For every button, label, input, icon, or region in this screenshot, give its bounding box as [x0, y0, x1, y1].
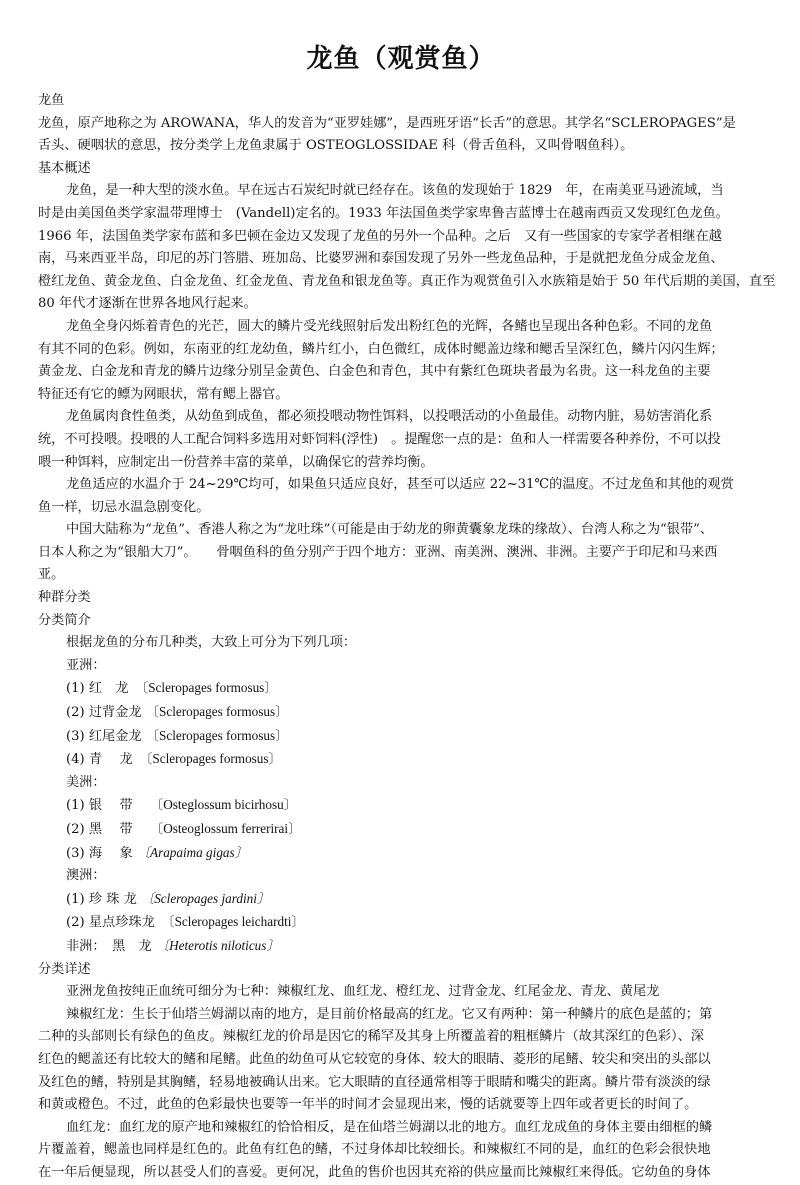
- paragraph-line: 亚。: [38, 567, 65, 583]
- region-name: 非洲： 黑 龙: [66, 938, 156, 954]
- region-label: [38, 865, 764, 888]
- region-label: [38, 935, 764, 959]
- paragraph-line: 黄金龙、白金龙和青龙的鳞片边缘分别呈金黄色、白金色和青色，其中有紫红色斑块者最为名贵。这一科龙鱼的主要: [38, 364, 711, 380]
- paragraph-line: 龙鱼适应的水温介于 24~29℃均可，如果鱼只适应良好，甚至可以适应 22~31℃的温度。不过龙鱼和其他的观赏: [66, 477, 734, 493]
- species-chinese-name: (1) 珍 珠 龙: [66, 891, 142, 907]
- species-chinese-name: (2) 黑 带: [66, 822, 151, 837]
- overview-body: [38, 180, 776, 587]
- intro-line: 龙鱼，原产地称之为 AROWANA，华人的发音为“亚罗娃娜”，是西班牙语“长舌”的意思。其学名“SCLEROPAGES”是: [38, 115, 736, 131]
- paragraph-line: 红色的鳃盖还有比较大的鳍和尾鳍。此鱼的幼鱼可从它较宽的身体、较大的眼睛、菱形的尾鳍、较尖和突出的头部以: [38, 1051, 711, 1067]
- species-item: [38, 818, 764, 842]
- species-latin-name: 〔Osteoglossum ferrerirai〕: [150, 821, 302, 836]
- species-item: [38, 677, 764, 701]
- species-latin-name: 〔Scleropages formosus〕: [145, 727, 289, 743]
- species-latin-name: 〔Osteglossum bicirhosu〕: [150, 797, 297, 813]
- paragraph-line: 1966 年，法国鱼类学家布蓝和多巴顿在金边又发现了龙鱼的另外一个品种。之后 又有一些国家的专家学者相继在越: [38, 228, 722, 244]
- overview-paragraph: [38, 474, 764, 519]
- intro-paragraph: [38, 113, 764, 158]
- overview-section: [38, 158, 776, 587]
- species-latin-name: 〔Scleropages formosus〕: [145, 751, 282, 767]
- paragraph-line: 南，马来西亚半岛，印尼的苏门答腊、班加岛、比婆罗洲和泰国发现了另外一些龙鱼品种，于是就把龙鱼分成金龙鱼、: [38, 251, 724, 267]
- paragraph-line: 亚洲龙鱼按纯正血统可细分为七种：辣椒红龙、血红龙、橙红龙、过背金龙、红尾金龙、青龙、黄尾龙: [66, 984, 660, 1000]
- species-item: [38, 725, 764, 749]
- species-chinese-name: (1) 红 龙: [66, 681, 142, 697]
- paragraph-line: 中国大陆称为“龙鱼”、香港人称之为“龙吐珠”（可能是由于幼龙的卵黄囊象龙珠的缘故）、台湾人称之为“银带”、: [66, 522, 714, 538]
- species-chinese-name: (3) 海 象: [66, 845, 137, 861]
- paragraph-line: 及红色的鳍，特别是其胸鳍，轻易地被确认出来。它大眼睛的直径通常相等于眼睛和嘴尖的距离。鳞片带有淡淡的绿: [38, 1074, 711, 1090]
- paragraph-line: 在一年后便显现，所以甚受人们的喜爱。更何况，此鱼的售价也因其充裕的供应量而比辣椒红来得低。它幼鱼的身体: [38, 1164, 711, 1180]
- paragraph-line: 片覆盖着，鳃盖也同样是红色的。此鱼有红色的鳍，不过身体却比较细长。和辣椒红不同的是，血红的色彩会很快地: [38, 1142, 711, 1158]
- detail-body: [38, 981, 764, 1184]
- species-item: [38, 794, 764, 818]
- paragraph-line: 统，不可投喂。投喂的人工配合饲料多选用对虾饲料(浮性) 。提醒您一点的是：鱼和人一样需要各种养份，不可以投: [38, 431, 721, 447]
- overview-paragraph: [38, 180, 776, 316]
- paragraph-line: 80 年代才逐渐在世界各地风行起来。: [38, 296, 257, 312]
- paragraph-line: 血红龙：血红龙的原产地和辣椒红的恰恰相反，是在仙塔兰姆湖以北的地方。血红龙成鱼的身体主要由细框的鳞: [66, 1119, 713, 1135]
- document-page: [38, 40, 776, 1185]
- overview-paragraph: [38, 316, 764, 406]
- species-chinese-name: (4) 青 龙: [66, 752, 146, 768]
- species-list: [38, 655, 764, 959]
- classification-intro-text: 根据龙鱼的分布几种类，大致上可分为下列几项：: [66, 635, 357, 651]
- detail-paragraph: [38, 981, 764, 1004]
- species-latin-name: 〔Heterotis niloticus〕: [155, 937, 280, 953]
- paragraph-line: 有其不同的色彩。例如，东南亚的红龙幼鱼，鳞片红小，白色微红，成体时鳃盖边缘和鳃舌呈深红色，鳞片闪闪生辉；: [38, 341, 724, 357]
- population-heading: 种群分类: [38, 590, 91, 606]
- region-name: 澳洲：: [66, 868, 106, 884]
- species-latin-name: 〔Arapaima gigas〕: [136, 844, 248, 860]
- page-title: 龙鱼（观赏鱼）: [306, 44, 496, 74]
- overview-paragraph: [38, 519, 764, 587]
- paragraph-line: 二种的头部则长有绿色的鱼皮。辣椒红龙的价昂是因它的稀罕及其身上所覆盖着的粗框鳞片（故其深红的色彩）、深: [38, 1029, 704, 1045]
- paragraph-line: 橙红龙鱼、黄金龙鱼、白金龙鱼、红金龙鱼、青龙鱼和银龙鱼等。真正作为观赏鱼引入水族箱是始于 50 年代后期的美国，直至: [38, 273, 776, 289]
- paragraph-line: 特征还有它的鳔为网眼状，常有鳃上器官。: [38, 386, 289, 402]
- species-item: [38, 842, 764, 866]
- detail-heading: 分类详述: [38, 961, 91, 977]
- species-latin-name: 〔Scleropages leichardti〕: [168, 914, 305, 930]
- population-section: [38, 587, 764, 959]
- intro-heading: 龙鱼: [38, 93, 65, 108]
- detail-paragraph: [38, 1117, 764, 1185]
- paragraph-line: 日本人称之为“银船大刀”。 骨咽鱼科的鱼分别产于四个地方：亚洲、南美洲、澳洲、非洲。主要产于印尼和马来西: [38, 544, 718, 560]
- species-latin-name: 〔Scleropages formosus〕: [141, 680, 278, 696]
- region-name: 亚洲：: [66, 657, 106, 673]
- paragraph-line: 和黄或橙色。不过，此鱼的色彩最快也要等一年半的时间才会显现出来，慢的话就要等上四年或者更长的时间了。: [38, 1097, 698, 1113]
- species-chinese-name: (1) 银 带: [66, 798, 151, 814]
- species-item: [38, 701, 764, 725]
- species-chinese-name: (2) 过背金龙: [66, 705, 146, 721]
- paragraph-line: 辣椒红龙：生长于仙塔兰姆湖以南的地方，是目前价格最高的红龙。它又有两种：第一种鳞片的底色是蓝的；第: [66, 1006, 713, 1022]
- paragraph-line: 喂一种饵料，应制定出一份营养丰富的菜单，以确保它的营养均衡。: [38, 454, 434, 470]
- overview-heading: 基本概述: [38, 160, 91, 176]
- classification-intro-heading: 分类简介: [38, 612, 91, 628]
- paragraph-line: 龙鱼属肉食性鱼类，从幼鱼到成鱼，都必须投喂动物性饵料，以投喂活动的小鱼最佳。动物内脏，易妨害消化系: [66, 409, 713, 425]
- detail-paragraph: [38, 1004, 764, 1117]
- species-item: [38, 911, 764, 935]
- detail-section: [38, 959, 764, 1185]
- species-chinese-name: (2) 星点珍珠龙: [66, 915, 168, 931]
- paragraph-line: 龙鱼全身闪烁着青色的光芒，圆大的鳞片受光线照射后发出粉红色的光辉，各鳍也呈现出各种色彩。不同的龙鱼: [66, 318, 713, 334]
- region-name: 美洲：: [66, 774, 106, 790]
- paragraph-line: 鱼一样，切忌水温急剧变化。: [38, 499, 210, 515]
- paragraph-line: 时是由美国鱼类学家温带理博士 (Vandell)定名的。1933 年法国鱼类学家卑鲁吉蓝博士在越南西贡又发现红色龙鱼。: [38, 205, 729, 221]
- region-label: [38, 772, 764, 795]
- overview-paragraph: [38, 406, 764, 474]
- species-chinese-name: (3) 红尾金龙: [66, 728, 146, 744]
- region-label: [38, 655, 764, 678]
- species-item: [38, 888, 764, 912]
- species-item: [38, 748, 764, 772]
- species-latin-name: 〔Scleropages formosus〕: [145, 704, 289, 720]
- species-latin-name: 〔Scleropages jardini〕: [141, 890, 271, 906]
- intro-section: [38, 90, 764, 158]
- paragraph-line: 龙鱼，是一种大型的淡水鱼。早在远古石炭纪时就已经存在。该鱼的发现始于 1829 年，在南美亚马逊流域，当: [66, 183, 724, 199]
- intro-line: 舌头、硬咽状的意思，按分类学上龙鱼隶属于 OSTEOGLOSSIDAE 科（骨舌鱼科，又叫骨咽鱼科）。: [38, 138, 634, 154]
